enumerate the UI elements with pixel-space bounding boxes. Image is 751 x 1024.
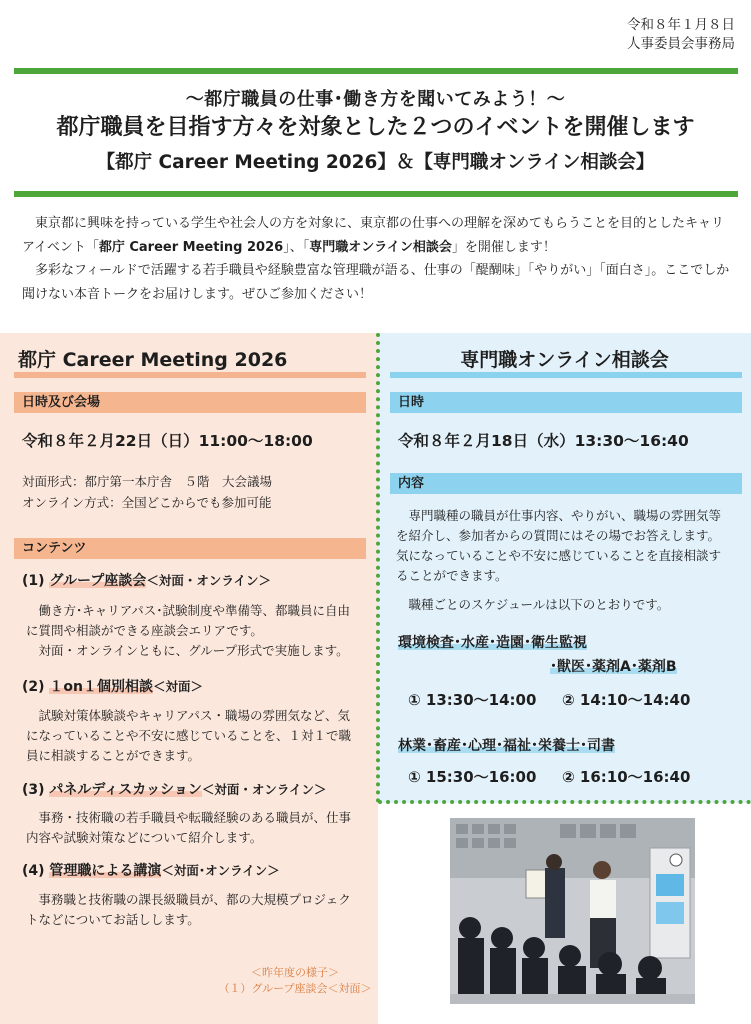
content-item-4-body: 事務職と技術職の課長級職員が、都の大規模プロジェクトなどについてお話しします。 xyxy=(26,892,351,927)
consultation-description: 専門職種の職員が仕事内容、やりがい、職場の雰囲気等を紹介し、参加者からの質問にはその場でお答えします。気になっていることや不安に感じていることを直接相談することができます。 職種ごとのスケジュールは以下のとおりです。 xyxy=(396,508,722,612)
career-meeting-date: 令和８年２月22日（日）11:00～18:00 xyxy=(22,432,313,450)
intro-paragraph-2: 多彩なフィールドで活躍する若手職員や経験豊富な管理職が語る、仕事の「醍醐味」「やりがい」「面白さ」。ここでしか聞けない本音トークをお届けします。ぜひご参加ください！ xyxy=(22,263,730,302)
content-item-1-title: グループ座談会 xyxy=(49,573,147,589)
event-names: 【都庁 Career Meeting 2026】＆【専門職オンライン相談会】 xyxy=(96,152,655,173)
panel-divider-horizontal xyxy=(378,800,751,804)
event-photo xyxy=(450,818,695,1004)
schedule-group-2-slot-2: ② 16:10～16:40 xyxy=(562,768,691,786)
photo-caption: ＜昨年度の様子＞ （１）グループ座談会＜対面＞ xyxy=(218,966,372,995)
intro-event-1: 都庁 Career Meeting 2026 xyxy=(98,239,284,255)
online-consultation-title: 専門職オンライン相談会 xyxy=(460,349,669,371)
schedule-group-1-slot-2: ② 14:10～14:40 xyxy=(562,691,691,709)
in-person-format: 対面形式：都庁第一本庁舎 ５階 大会議場 xyxy=(22,474,273,489)
panel-divider-vertical xyxy=(376,333,380,803)
online-consultation-date: 令和８年２月18日（水）13:30～16:40 xyxy=(398,432,689,450)
section-venue: 日時及び会場 xyxy=(14,392,366,413)
intro-paragraph-1: 東京都に興味を持っている学生や社会人の方を対象に、東京都の仕事への理解を深めてもらうことを目的としたキャリアイベント「都庁 Career Meeting 2026」、「専門職オンライン相談会」を開催します！ xyxy=(22,216,725,255)
content-item-3-body: 事務・技術職の若手職員や転職経験のある職員が、仕事内容や試験対策などについて紹介します。 xyxy=(26,810,352,845)
intro-text xyxy=(22,212,730,306)
intro-event-2: 専門職オンライン相談会 xyxy=(309,239,452,255)
schedule-group-1-slot-1: ① 13:30～14:00 xyxy=(408,691,537,709)
title-block xyxy=(0,88,751,177)
section-contents: コンテンツ xyxy=(14,538,366,559)
issue-date: 令和８年１月８日 xyxy=(627,17,735,33)
online-format: オンライン方式：全国どこからでも参加可能 xyxy=(22,495,272,510)
schedule-group-1-line-1: 環境検査･水産･造園･衛生監視 xyxy=(398,635,587,651)
section-date: 日時 xyxy=(390,392,742,413)
title-subheading: ～都庁職員の仕事･働き方を聞いてみよう！～ xyxy=(185,89,566,110)
title-bottom-divider xyxy=(14,191,738,197)
content-item-2-body: 試験対策体験談やキャリアパス・職場の雰囲気など、気になっていることや不安に感じていることを、１対１で職員に相談することができます。 xyxy=(26,708,352,763)
issuing-office: 人事委員会事務局 xyxy=(627,36,735,52)
schedule-group-2-title: 林業･畜産･心理･福祉･栄養士･司書 xyxy=(398,738,615,754)
content-item-2-title: １on１個別相談 xyxy=(49,679,154,695)
content-item-4-heading: (4) 管理職による講演＜対面･オンライン＞ xyxy=(22,863,280,879)
career-meeting-title-bar xyxy=(14,372,366,378)
content-item-4-title: 管理職による講演 xyxy=(49,863,162,879)
content-item-1-body: 働き方･キャリアパス･試験制度や準備等、都職員に自由に質問や相談ができる座談会エリアです。 対面・オンラインともに、グループ形式で実施します。 xyxy=(26,603,351,658)
schedule-group-2-slot-1: ① 15:30～16:00 xyxy=(408,768,537,786)
career-meeting-title: 都庁 Career Meeting 2026 xyxy=(18,349,288,371)
document-header xyxy=(627,16,735,54)
section-content: 内容 xyxy=(390,473,742,494)
page-title: 都庁職員を目指す方々を対象とした２つのイベントを開催します xyxy=(56,115,695,140)
top-divider xyxy=(14,68,738,74)
content-item-2-heading: (2) １on１個別相談＜対面＞ xyxy=(22,679,204,695)
schedule-group-1-line-2: ･獣医･薬剤A･薬剤B xyxy=(550,659,677,675)
online-consultation-title-bar xyxy=(390,372,742,378)
content-item-3-heading: (3) パネルディスカッション＜対面・オンライン＞ xyxy=(22,782,327,798)
content-item-3-title: パネルディスカッション xyxy=(49,782,202,798)
content-item-1-heading: (1) グループ座談会＜対面・オンライン＞ xyxy=(22,573,271,589)
